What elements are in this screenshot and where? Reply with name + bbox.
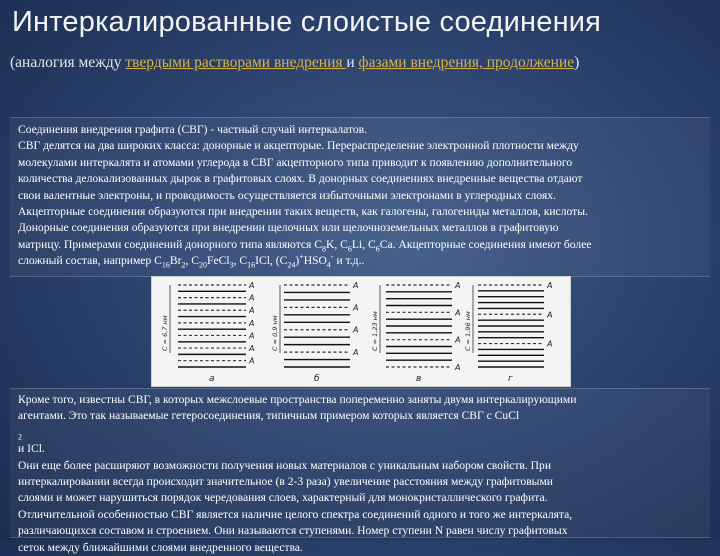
text-line: свои валентные электроны, и проводимость осуществляется избыточными электронами в углеродных слоях. xyxy=(18,188,556,202)
text-line: СВГ делятся на два широких класса: донорные и акцепторые. Перераспределение электронной плотности между xyxy=(18,139,579,153)
panel-label: г xyxy=(508,374,513,384)
intercalant-label: A xyxy=(249,356,255,366)
intercalant-label: A xyxy=(249,281,255,290)
panel-label: а xyxy=(209,374,215,384)
text-line: Донорные соединения образуются при внедрении щелочных или щелочноземельных металлов в графитовую xyxy=(18,221,559,235)
text-line: Акцепторные соединения образуются при внедрении таких веществ, как галогены, галогениды металлов, кислоты. xyxy=(18,205,588,219)
period-label: C = 1,96 нм xyxy=(464,311,472,351)
intercalant-label: A xyxy=(455,308,461,318)
intercalant-label: A xyxy=(249,306,255,316)
intercalant-label: A xyxy=(455,281,461,290)
text-line: сеток между ближайшими слоями внедренного вещества. xyxy=(18,540,303,554)
text-line: Кроме того, известны СВГ, в которых межслоевые пространства попеременно заняты двумя интеркалирующими xyxy=(18,393,577,406)
staging-diagram xyxy=(151,276,571,387)
text-line-donor-examples: матрицу. Примерами соединений донорного типа являются $C_8K$, $C_6Li$, $C_6Ca$. Акцепторные соединения имеют более xyxy=(18,237,592,254)
intercalant-label: A xyxy=(547,310,553,320)
text-line: Соединения внедрения графита (СВГ) - частный случай интеркалатов. xyxy=(18,123,368,136)
staging-diagram-svg xyxy=(152,277,570,386)
panel-label: в xyxy=(416,374,422,384)
intercalant-label: A xyxy=(353,281,359,290)
link-solid-solutions[interactable]: твердыми растворами внедрения xyxy=(125,54,347,71)
period-label: C = 0,9 нм xyxy=(271,315,279,351)
text-line: слоями и может нарушиться порядок чередования слоев, характерный для монокристаллического графита. xyxy=(18,491,548,505)
text-line: агентами. Это так называемые гетеросоединения, типичным примером которых является СВГ с CuCl $_2$ и ICl. xyxy=(18,409,520,456)
intro-paragraph xyxy=(18,122,706,270)
text-line: Они еще более расширяют возможности получения новых материалов с уникальным набором свойств. При xyxy=(18,458,552,472)
intercalant-label: A xyxy=(547,339,553,349)
text-line: молекулами интеркалята и атомами углерода в СВГ акцепторного типа приводит к появлению дополнительного xyxy=(18,155,573,169)
text-line: интеркалировании всегда происходит значительное (в 2-3 раза) увеличение расстояния между графитовыми xyxy=(18,475,553,489)
subtitle-open: (аналогия между xyxy=(10,54,126,71)
text-line: количества делокализованных дырок в графитовых слоях. В донорных соединениях внедренные вещества отдают xyxy=(18,172,583,186)
slide-title: Интеркалированные слоистые соединения xyxy=(12,6,602,38)
intercalant-label: A xyxy=(249,344,255,354)
hetero-paragraph xyxy=(18,392,706,556)
subtitle-mid: и xyxy=(346,54,359,71)
panel-label: б xyxy=(314,374,320,384)
intercalant-label: A xyxy=(547,281,553,290)
slide-subtitle xyxy=(10,52,710,73)
text-line: различающихся составом и строением. Они называются ступенями. Номер ступени N равен числу графитовых xyxy=(18,524,568,538)
intercalant-label: A xyxy=(249,331,255,341)
intercalant-label: A xyxy=(353,303,359,313)
intercalant-label: A xyxy=(455,335,461,345)
period-label: C = 6,7 нм xyxy=(161,315,169,351)
intercalant-label: A xyxy=(353,325,359,335)
intercalant-label: A xyxy=(455,363,461,372)
intercalant-label: A xyxy=(249,318,255,328)
period-label: C = 1,23 нм xyxy=(371,311,379,351)
link-interstitial-phases[interactable]: фазами внедрения, продолжение xyxy=(358,54,575,71)
intercalant-label: A xyxy=(249,293,255,303)
text-line-acceptor-examples: сложный состав, например $C_{16}Br_2$, $C_{20}FeCl_3$, $C_{16}ICl$, $(C_{24})^+HSO_4^-$ и т.д.. xyxy=(18,252,365,270)
text-line: Отличительной особенностью СВГ является наличие целого спектра соединений одного и того же интеркалята, xyxy=(18,507,573,521)
subtitle-close: ) xyxy=(574,54,580,71)
intercalant-label: A xyxy=(353,348,359,358)
